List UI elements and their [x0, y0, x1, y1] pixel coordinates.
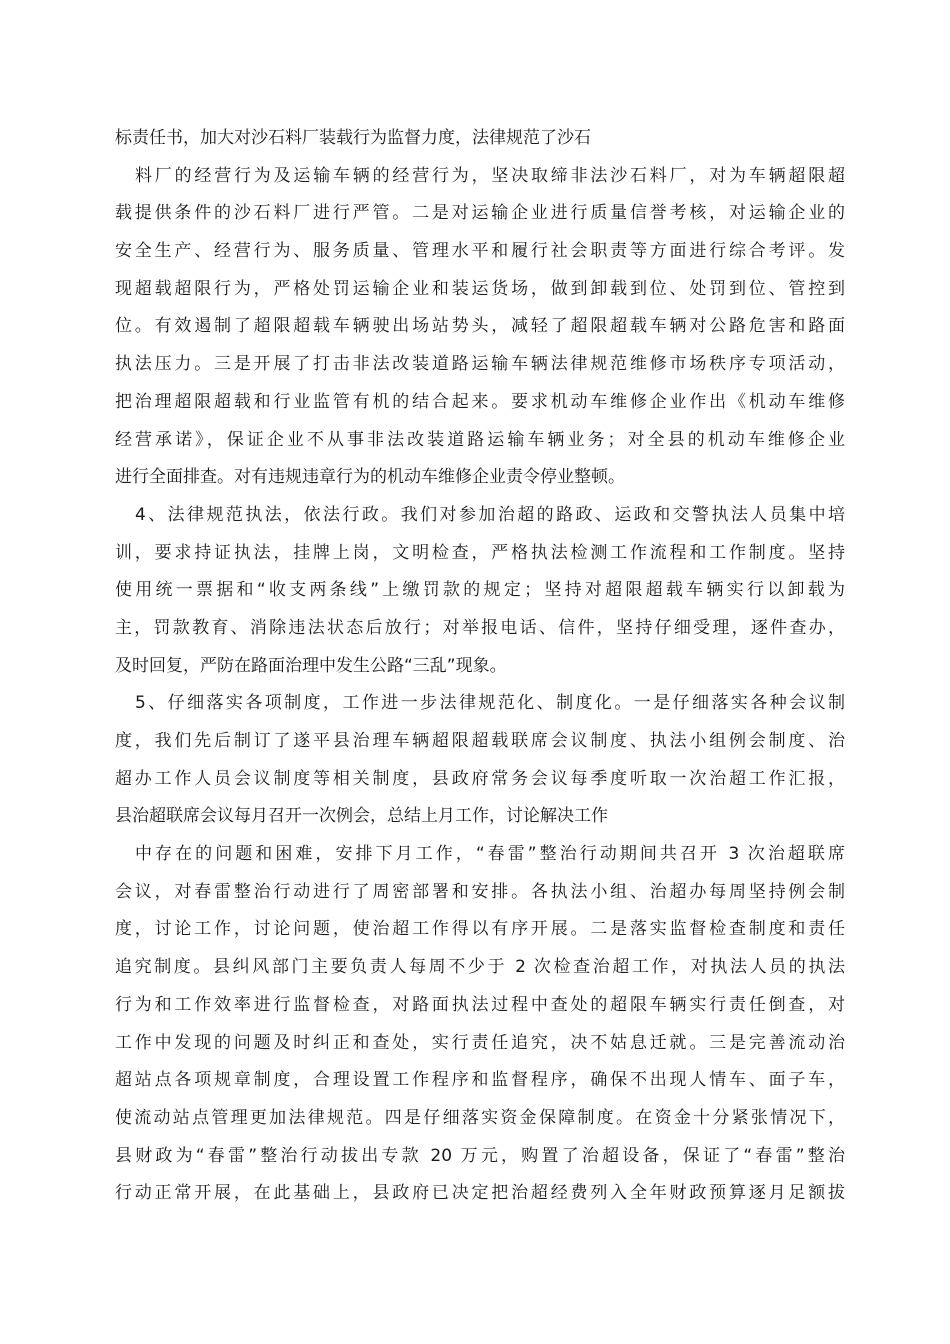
- text-line: 超站点各项规章制度，合理设置工作程序和监督程序，确保不出现人情车、面子车，: [115, 1070, 845, 1091]
- text-line: 主，罚款教育、消除违法状态后放行；对举报电话、信件，坚持仔细受理，逐件查办，: [115, 617, 845, 638]
- text-line: 行动正常开展，在此基础上，县政府已决定把治超经费列入全年财政预算逐月足额拔: [115, 1183, 845, 1204]
- text-line: 使流动站点管理更加法律规范。四是仔细落实资金保障制度。在资金十分紧张情况下，: [115, 1107, 845, 1128]
- text-line: 县财政为“春雷”整治行动拔出专款 20 万元，购置了治超设备，保证了“春雷”整治: [115, 1145, 845, 1166]
- text-line: 安全生产、经营行为、服务质量、管理水平和履行社会职责等方面进行综合考评。发: [115, 241, 845, 262]
- text-line: 使用统一票据和“收支两条线”上缴罚款的规定；坚持对超限超载车辆实行以卸载为: [115, 580, 845, 601]
- text-line: 5、仔细落实各项制度，工作进一步法律规范化、制度化。一是仔细落实各种会议制: [135, 693, 845, 714]
- text-line: 训，要求持证执法，挂牌上岗，文明检查，严格执法检测工作流程和工作制度。坚持: [115, 542, 845, 563]
- text-line: 执法压力。三是开展了打击非法改装道路运输车辆法律规范维修市场秩序专项活动，: [115, 354, 845, 375]
- text-line: 现超载超限行为，严格处罚运输企业和装运货场，做到卸载到位、处罚到位、管控到: [115, 278, 845, 299]
- text-line: 经营承诺》，保证企业不从事非法改装道路运输车辆业务；对全县的机动车维修企业: [115, 429, 845, 450]
- text-line: 料厂的经营行为及运输车辆的经营行为，坚决取缔非法沙石料厂，对为车辆超限超: [135, 165, 845, 186]
- text-line: 超办工作人员会议制度等相关制度，县政府常务会议每季度听取一次治超工作汇报，: [115, 768, 845, 789]
- text-line: 县治超联席会议每月召开一次例会，总结上月工作，讨论解决工作: [115, 806, 608, 827]
- text-line: 把治理超限超载和行业监管有机的结合起来。要求机动车维修企业作出《机动车维修: [115, 391, 845, 412]
- text-line: 工作中发现的问题及时纠正和查处，实行责任追究，决不姑息迁就。三是完善流动治: [115, 1032, 845, 1053]
- text-line: 4、法律规范执法，依法行政。我们对参加治超的路政、运政和交警执法人员集中培: [135, 504, 845, 525]
- text-line: 位。有效遏制了超限超载车辆驶出场站势头，减轻了超限超载车辆对公路危害和路面: [115, 316, 845, 337]
- text-line: 中存在的问题和困难，安排下月工作，“春雷”整治行动期间共召开 3 次治超联席: [135, 844, 845, 865]
- text-line: 及时回复，严防在路面治理中发生公路“三乱”现象。: [115, 655, 507, 676]
- text-line: 进行全面排查。对有违规违章行为的机动车维修企业责令停业整顿。: [115, 467, 625, 488]
- text-line: 追究制度。县纠风部门主要负责人每周不少于 2 次检查治超工作，对执法人员的执法: [115, 957, 845, 978]
- text-line: 标责任书，加大对沙石料厂装载行为监督力度，法律规范了沙石: [115, 128, 591, 148]
- body-text: [115, 120, 845, 1213]
- text-line: 度，讨论工作，讨论问题，使治超工作得以有序开展。二是落实监督检查制度和责任: [115, 919, 845, 940]
- text-line: 载提供条件的沙石料厂进行严管。二是对运输企业进行质量信誉考核，对运输企业的: [115, 203, 845, 224]
- text-line: 行为和工作效率进行监督检查，对路面执法过程中查处的超限车辆实行责任倒查，对: [115, 994, 845, 1015]
- text-line: 度，我们先后制订了遂平县治理车辆超限超载联席会议制度、执法小组例会制度、治: [115, 731, 845, 751]
- text-line: 会议，对春雷整治行动进行了周密部署和安排。各执法小组、治超办每周坚持例会制: [115, 881, 845, 902]
